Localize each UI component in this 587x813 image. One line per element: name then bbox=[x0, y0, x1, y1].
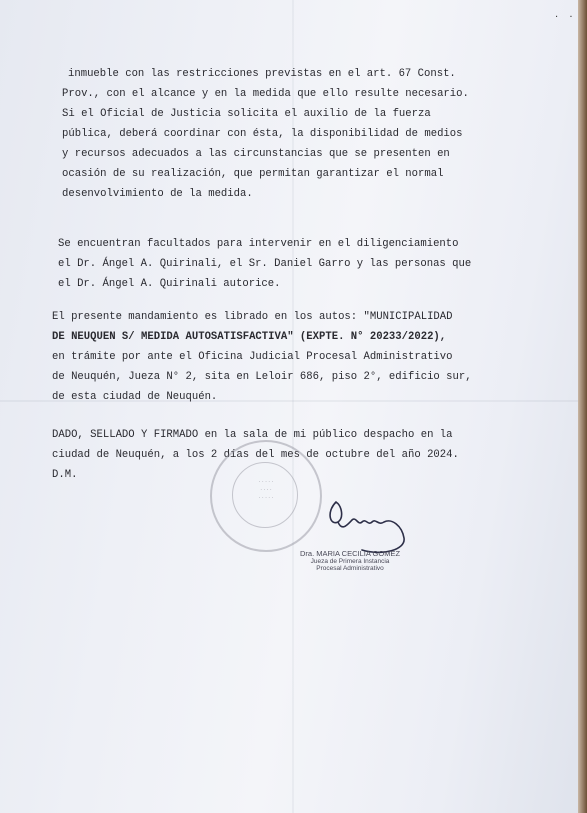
text-line: D.M. bbox=[52, 469, 78, 481]
text-line: Se encuentran facultados para intervenir en el diligenciamiento bbox=[58, 238, 459, 250]
text-line: Si el Oficial de Justicia solicita el auxilio de la fuerza bbox=[62, 108, 431, 120]
text-line: desenvolvimiento de la medida. bbox=[62, 188, 253, 200]
corner-marks: · · bbox=[555, 12, 577, 23]
text-line: inmueble con las restricciones previstas en el art. 67 Const. bbox=[68, 68, 456, 80]
paragraph-case-reference bbox=[52, 307, 472, 407]
signer-title: Procesal Administrativo bbox=[316, 565, 384, 572]
text-line: de esta ciudad de Neuquén. bbox=[52, 391, 218, 403]
text-line: pública, deberá coordinar con ésta, la disponibilidad de medios bbox=[62, 128, 463, 140]
court-seal-stamp bbox=[210, 440, 322, 552]
text-line: DADO, SELLADO Y FIRMADO en la sala de mi público despacho en la bbox=[52, 429, 453, 441]
background-table-edge bbox=[578, 0, 587, 813]
text-line: ocasión de su realización, que permitan garantizar el normal bbox=[62, 168, 444, 180]
seal-text: · · · · · · · · · · · · · · bbox=[258, 479, 274, 501]
text-line-bold: DE NEUQUEN S/ MEDIDA AUTOSATISFACTIVA" (EXPTE. N° 20233/2022), bbox=[52, 331, 447, 343]
signer-name: Dra. MARIA CECILIA GOMEZ bbox=[300, 549, 401, 558]
signature-block bbox=[300, 549, 400, 572]
text-line: Prov., con el alcance y en la medida que ello resulte necesario. bbox=[62, 88, 469, 100]
text-line: en trámite por ante el Oficina Judicial Procesal Administrativo bbox=[52, 351, 453, 363]
signer-title: Jueza de Primera Instancia bbox=[310, 558, 390, 565]
text-line: de Neuquén, Jueza N° 2, sita en Leloir 686, piso 2°, edificio sur, bbox=[52, 371, 472, 383]
text-line: El presente mandamiento es librado en los autos: "MUNICIPALIDAD bbox=[52, 311, 453, 323]
text-line: el Dr. Ángel A. Quirinali autorice. bbox=[58, 278, 281, 290]
paragraph-execution-conditions bbox=[62, 64, 469, 204]
text-line: el Dr. Ángel A. Quirinali, el Sr. Daniel Garro y las personas que bbox=[58, 258, 472, 270]
text-line: y recursos adecuados a las circunstancias que se presenten en bbox=[62, 148, 450, 160]
paragraph-authorized-persons bbox=[58, 234, 471, 294]
text-line: ciudad de Neuquén, a los 2 días del mes de octubre del año 2024. bbox=[52, 449, 459, 461]
